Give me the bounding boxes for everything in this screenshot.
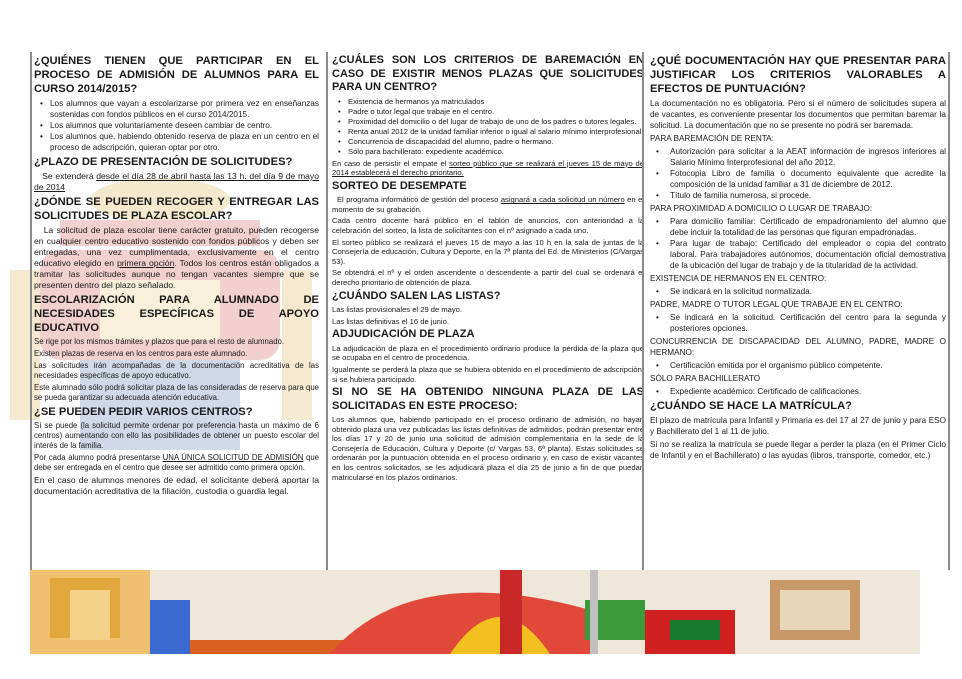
no-place-text: Los alumnos que, habiendo participado en el proceso ordinario de admisión, no hayan obtenido plaza una vez publicadas las listas definitivas de admitidos, podrán presentar entre los días 17 y 20 de junio una solicitud de admisión complementaria en la sede de la Consejería de Educación, Cultura y Deporte (c/ Vargas 53, 6ª planta). Estas solicitudes se ordenarán por la puntuación obtenida en el proceso ordinario y, en caso de existir vacantes en los centros solicitados, se les adjudicará plaza el día 25 de junio a fin de que puedan matricularse en los plazos ordinarios. <box>332 415 644 482</box>
heading-draw: SORTEO DE DESEMPATE <box>332 179 467 192</box>
heading-who-participates: ¿QUIÉNES TIENEN QUE PARTICIPAR EN EL PROCESO DE ADMISIÓN DE ALUMNOS PARA EL CURSO 2014/2015? <box>34 55 319 95</box>
documentation-text: La documentación no es obligatoria. Pero si el número de solicitudes supera al de vacantes, es conveniente presentar los documentos que permitan baremar la solicitud. La documentación que no se presente no podrá ser baremada. <box>650 99 946 130</box>
list-item: • Proximidad del domicilio o del lugar de trabajo de uno de los padres o tutores legales. <box>342 117 644 127</box>
multiple-centers-text: Sí se puede (la solicitud permite ordenar por preferencia hasta un máximo de 6 centros) aumentando con ello las posibilidades de obtener un puesto escolar del interés de la familia. <box>34 421 319 450</box>
special-needs-text: Se rige por los mismos trámites y plazos que para el resto de alumnado. <box>34 337 285 346</box>
single-app-emphasis: UNA ÚNICA SOLICITUD DE ADMISIÓN <box>162 453 304 462</box>
where-text-c: . Todos los centros están obligados a tramitar las solicitudes aunque no tengan vacantes siempre que se presenten dentro del plazo señalado. <box>34 258 319 290</box>
single-app-a: Por cada alumno podrá presentarse <box>34 453 163 462</box>
deadline-dates: desde el día 28 de abril hasta las 13 h. del día 9 de mayo de 2014 <box>34 171 319 192</box>
playroom-illustration <box>30 570 920 654</box>
deadline-intro: Se extenderá <box>42 171 97 181</box>
minors-text: En el caso de alumnos menores de edad, el solicitante deberá aportar la documentación acreditativa de la filiación, custodia o guardia legal. <box>34 475 319 496</box>
where-text <box>34 225 319 291</box>
special-needs-text: Existen plazas de reserva en los centros para este alumnado. <box>34 349 248 358</box>
single-app-c: que debe ser entregada en el centro que desee ser admitido como primera opción. <box>34 453 319 472</box>
lists-text: Las listas definitivas el 16 de junio. <box>332 316 449 326</box>
heading-lists: ¿CUÁNDO SALEN LAS LISTAS? <box>332 289 501 302</box>
draw-text: El sorteo público se realizará el jueves 15 de mayo a las 10 h en la sala de juntas de la Consejería de educación, Cultura y Deporte, en la 7ª planta del Ed. de Ministerios (C/Vargas 53). <box>332 237 644 266</box>
list-item: • Los alumnos que voluntariamente deseen cambiar de centro. <box>44 120 319 131</box>
draw-text: Cada centro docente hará público en el tablón de anuncios, con anterioridad a la celebración del sorteo, la lista de solicitantes con el nº asignado a cada uno. <box>332 216 644 235</box>
playroom-photo <box>30 570 920 654</box>
draw-a: El programa informático de gestión del proceso <box>336 195 501 205</box>
column-3 <box>642 52 950 570</box>
where-first-option: primera opción <box>116 258 175 268</box>
list-item: • Para lugar de trabajo: Certificado del empleador o copia del contrato laboral. Para trabajadores autónomos, documentación oficial demostrativa de la ubicación del lugar de trabajo y de la titularidad de la actividad. <box>660 238 946 271</box>
heading-special-needs: ESCOLARIZACIÓN PARA ALUMNADO DE NECESIDADES ESPECÍFICAS DE APOYO EDUCATIVO <box>34 294 319 334</box>
heading-no-place: SI NO SE HA OBTENIDO NINGUNA PLAZA DE LAS SOLICITADAS EN ESTE PROCESO: <box>332 386 644 412</box>
list-item: • Existencia de hermanos ya matriculados <box>342 97 644 107</box>
tie-text <box>332 159 644 178</box>
lists-text: Las listas provisionales el 29 de mayo. <box>332 305 463 315</box>
income-list <box>650 146 946 201</box>
allocation-text: Igualmente se perderá la plaza que se hubiera obtenido en el procedimiento de adscripción, si se hubiera participado. <box>332 364 644 384</box>
heading-enrollment: ¿CUÁNDO SE HACE LA MATRÍCULA? <box>650 400 852 412</box>
tie-a: En caso de persistir el empate el <box>332 158 450 168</box>
heading-where: ¿DÓNDE SE PUEDEN RECOGER Y ENTREGAR LAS SOLICITUDES DE PLAZA ESCOLAR? <box>34 196 319 222</box>
list-item: • Los alumnos que, habiendo obtenido reserva de plaza en un centro en el proceso de adscripción, quieran optar por otro. <box>44 131 319 153</box>
list-item: • Certificación emitida por el organismo público competente. <box>660 360 946 371</box>
proximity-list <box>650 216 946 271</box>
subheading-proximity: PARA PROXIMIDAD A DOMICILIO O LUGAR DE TRABAJO: <box>650 204 873 213</box>
heading-deadline: ¿PLAZO DE PRESENTACIÓN DE SOLICITUDES? <box>34 156 293 168</box>
heading-allocation: ADJUDICACIÓN DE PLAZA <box>332 328 475 341</box>
list-item: • Expediente académico: Certificado de calificaciones. <box>660 386 946 397</box>
allocation-text: La adjudicación de plaza en el procedimiento ordinario produce la pérdida de la plaza que se ocupaba en el centro de procedencia. <box>332 343 644 363</box>
enrollment-text: El plazo de matrícula para Infantil y Primaria es del 17 al 27 de junio y para ESO y Bachillerato del 1 al 11 de julio. <box>650 416 946 436</box>
list-item: • Renta anual 2012 de la unidad familiar inferior o igual al salario mínimo interprofesional. <box>342 127 644 137</box>
subheading-income: PARA BAREMACIÓN DE RENTA: <box>650 134 774 143</box>
subheading-parent-works: PADRE, MADRE O TUTOR LEGAL QUE TRABAJE EN EL CENTRO: <box>650 300 903 309</box>
heading-criteria: ¿CUÁLES SON LOS CRITERIOS DE BAREMACIÓN EN CASO DE EXISTIR MENOS PLAZAS QUE SOLICITUDES PARA UN CENTRO? <box>332 54 644 93</box>
column-2 <box>326 52 644 570</box>
list-item: • Sólo para bachillerato: expediente académico. <box>342 147 644 157</box>
parent-works-list <box>650 312 946 334</box>
heading-documentation: ¿QUÉ DOCUMENTACIÓN HAY QUE PRESENTAR PARA JUSTIFICAR LOS CRITERIOS VALORABLES A EFECTOS DE PUNTUACIÓN? <box>650 55 946 95</box>
bachillerato-list <box>650 386 946 397</box>
list-item: • Los alumnos que vayan a escolarizarse por primera vez en enseñanzas sostenidas con fondos públicos en el curso 2014/2015. <box>44 98 319 120</box>
deadline-text <box>34 171 319 193</box>
special-needs-text: Las solicitudes irán acompañadas de la documentación acreditativa de las necesidades específicas de apoyo educativo. <box>34 361 319 380</box>
list-item: • Se indicará en la solicitud normalizada. <box>660 286 946 297</box>
column-1 <box>30 52 319 570</box>
where-text-a: La solicitud de plaza escolar tiene carácter gratuito, pueden recogerse en cualquier centro educativo sostenido con fondos públicos y deben ser entregadas, una vez cumplimentada, exclusivamente en el centro educativo elegido en <box>34 225 319 268</box>
criteria-list <box>332 97 644 157</box>
list-item: • Concurrencia de discapacidad del alumno, padre o hermano. <box>342 137 644 147</box>
siblings-list <box>650 286 946 297</box>
top-margin <box>0 0 962 52</box>
list-item: • Título de familia numerosa, si procede. <box>660 190 946 201</box>
tie-draw: sorteo público que se realizará el jueves 15 de mayo de 2014 establecerá el derecho prioritario. <box>332 158 644 178</box>
list-item: • Autorización para solicitar a la AEAT información de ingresos inferiores al Salario Mínimo Interprofesional del año 2012. <box>660 146 946 168</box>
subheading-bachillerato: SÓLO PARA BACHILLERATO <box>650 374 761 383</box>
subheading-siblings: EXISTENCIA DE HERMANOS EN EL CENTRO: <box>650 274 827 283</box>
draw-text <box>332 195 644 214</box>
enrollment-text: Si no se realiza la matrícula se puede llegar a perder la plaza (en el Primer Ciclo de Infantil y en el Bachillerato) o las ayudas (libros, transporte, comedor, etc.) <box>650 440 946 460</box>
list-item: • Para domicilio familiar: Certificado de empadronamiento del alumno que debe incluir la totalidad de las personas que figuran empadronadas. <box>660 216 946 238</box>
list-item: • Fotocopia Libro de familia o documento equivalente que acredite la composición de la unidad familiar a 31 de diciembre de 2012. <box>660 168 946 190</box>
participants-list <box>34 98 319 153</box>
draw-text: Se obtendrá el nº y el orden ascendente o descendente a partir del cual se ordenará el derecho prioritario de obtención de plaza. <box>332 268 644 287</box>
single-application-text <box>34 453 319 473</box>
heading-multiple-centers: ¿SE PUEDEN PEDIR VARIOS CENTROS? <box>34 406 253 418</box>
draw-c: en el momento de su grabación. <box>332 195 644 214</box>
list-item: • Padre o tutor legal que trabaje en el centro. <box>342 107 644 117</box>
list-item: • Se indicará en la solicitud. Certificación del centro para la segunda y posteriores opciones. <box>660 312 946 334</box>
special-needs-text: Este alumnado sólo podrá solicitar plaza de las consideradas de reserva para que se pueda garantizar su adecuada atención educativa. <box>34 383 319 402</box>
draw-number: asignará a cada solicitud un número <box>500 195 625 205</box>
subheading-disability: CONCURRENCIA DE DISCAPACIDAD DEL ALUMNO, PADRE, MADRE O HERMANO: <box>650 337 946 357</box>
disability-list <box>650 360 946 371</box>
